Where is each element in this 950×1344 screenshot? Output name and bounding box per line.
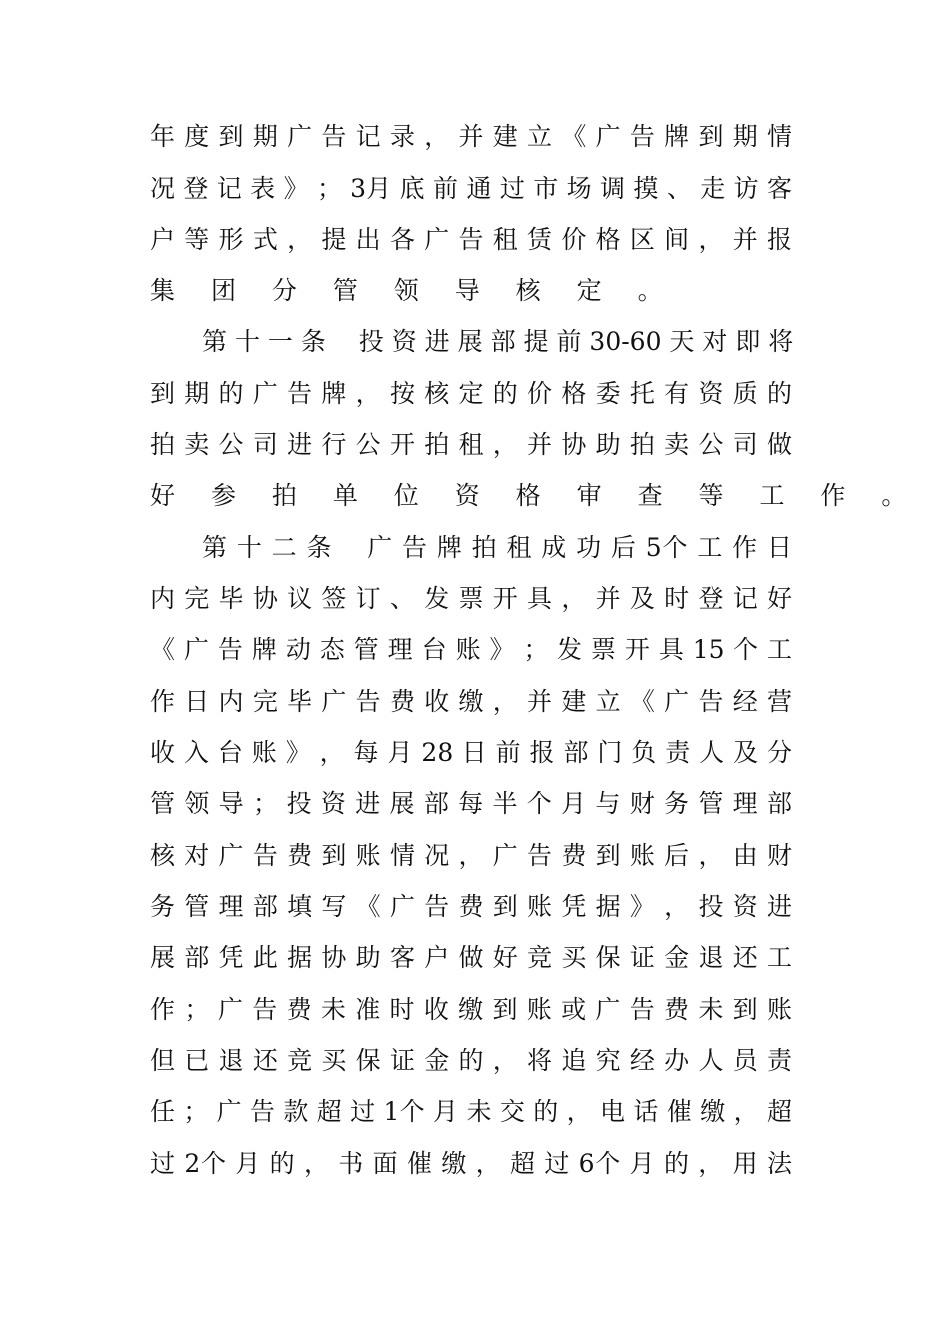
text-line: 户 等 形 式 ， 提 出 各 广 告 租 赁 价 格 区 间 ， 并 报: [150, 225, 792, 254]
text-line: 《 广 告 牌 动 态 管 理 台 账 》 ； 发 票 开 具 15 个 工: [150, 635, 792, 664]
text-line: 核 对 广 告 费 到 账 情 况 ， 广 告 费 到 账 后 ， 由 财: [150, 841, 792, 870]
text-line: 拍 卖 公 司 进 行 公 开 拍 租 ， 并 协 助 拍 卖 公 司 做: [150, 430, 792, 459]
text-line: 管 领 导 ； 投 资 进 展 部 每 半 个 月 与 财 务 管 理 部: [150, 789, 792, 818]
text-line: 过 2个 月 的 ， 书 面 催 缴 ， 超 过 6个 月 的 ， 用 法: [150, 1149, 792, 1178]
text-line: 集 团 分 管 领 导 核 定 。: [150, 276, 677, 305]
text-line: 年 度 到 期 广 告 记 录 ， 并 建 立 《 广 告 牌 到 期 情: [150, 122, 792, 151]
article-11-line: 第 十 一 条 投 资 进 展 部 提 前 30-60 天 对 即 将: [202, 327, 794, 356]
article-12-line: 第 十 二 条 广 告 牌 拍 租 成 功 后 5个 工 作 日: [202, 533, 792, 562]
text-line: 收 入 台 账 》 ， 每 月 28 日 前 报 部 门 负 责 人 及 分: [150, 738, 792, 767]
text-line: 内 完 毕 协 议 签 订 、 发 票 开 具 ， 并 及 时 登 记 好: [150, 584, 792, 613]
text-line: 但 已 退 还 竞 买 保 证 金 的 ， 将 追 究 经 办 人 员 责: [150, 1046, 792, 1075]
text-line: 作 ； 广 告 费 未 准 时 收 缴 到 账 或 广 告 费 未 到 账: [150, 995, 792, 1024]
text-line: 到 期 的 广 告 牌 ， 按 核 定 的 价 格 委 托 有 资 质 的: [150, 379, 792, 408]
text-line: 况 登 记 表 》 ； 3月 底 前 通 过 市 场 调 摸 、 走 访 客: [150, 174, 792, 203]
text-line: 展 部 凭 此 据 协 助 客 户 做 好 竞 买 保 证 金 退 还 工: [150, 943, 792, 972]
text-line: 务 管 理 部 填 写 《 广 告 费 到 账 凭 据 》 ， 投 资 进: [150, 892, 792, 921]
text-line: 作 日 内 完 毕 广 告 费 收 缴 ， 并 建 立 《 广 告 经 营: [150, 687, 792, 716]
text-line: 好 参 拍 单 位 资 格 审 查 等 工 作 。: [150, 481, 921, 510]
text-line: 任 ； 广 告 款 超 过 1个 月 未 交 的 ， 电 话 催 缴 ， 超: [150, 1097, 792, 1126]
